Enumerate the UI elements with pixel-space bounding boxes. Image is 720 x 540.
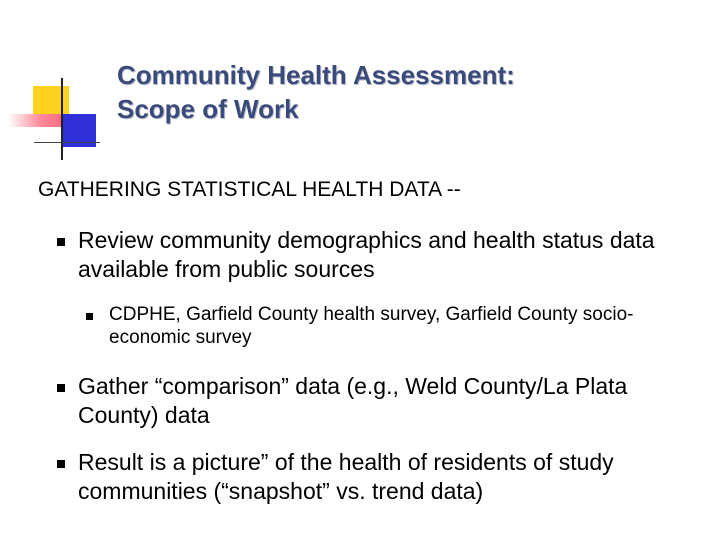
bullet-text-2: Gather “comparison” data (e.g., Weld County/La Plata County) data (78, 373, 628, 428)
decorative-logo (0, 0, 110, 170)
slide-title (117, 58, 677, 126)
sub-bullet-text-1-1: CDPHE, Garfield County health survey, Garfield County socio-economic survey (109, 304, 634, 348)
bullet-text-3: Result is a picture” of the health of residents of study communities (“snapshot” vs. trend data) (78, 449, 614, 504)
bullet-marker (57, 238, 65, 246)
logo-vertical-line (61, 78, 63, 160)
bullet-text-1: Review community demographics and health status data available from public sources (78, 227, 655, 282)
slide-title-line-2: Scope of Work (117, 94, 299, 124)
slide-title-line-1: Community Health Assessment: (117, 60, 515, 90)
sub-bullet-marker (86, 313, 93, 320)
bullet-marker (57, 384, 65, 392)
section-heading: GATHERING STATISTICAL HEALTH DATA -- (38, 178, 461, 201)
logo-horizontal-line (34, 142, 100, 143)
bullet-marker (57, 460, 65, 468)
